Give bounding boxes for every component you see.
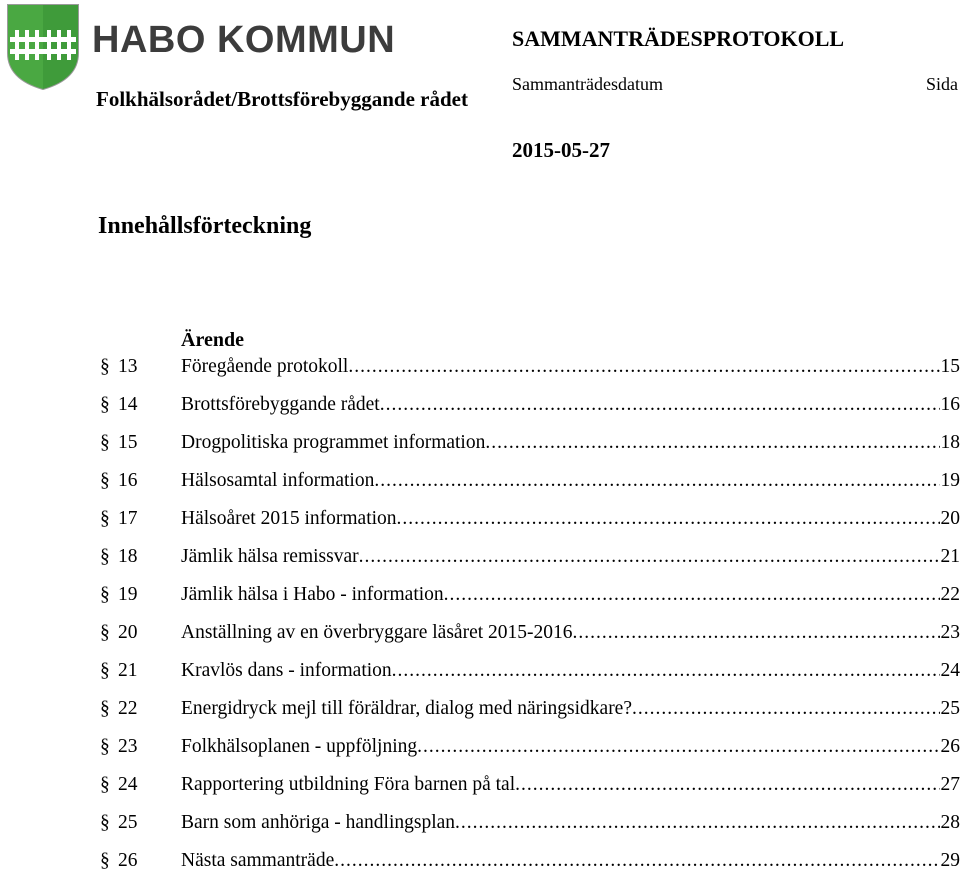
toc-entry-page: 20 (940, 508, 960, 530)
section-symbol: § (100, 660, 114, 682)
toc-entry-title: Föregående protokoll (181, 356, 348, 378)
section-symbol: § (100, 736, 114, 758)
section-symbol: § (100, 470, 114, 492)
toc-column-heading: Ärende (181, 329, 244, 352)
toc-entry-number: 23 (114, 736, 181, 758)
toc-heading: Innehållsförteckning (98, 213, 311, 240)
toc-entry[interactable] (100, 470, 960, 508)
toc-entry-number: 17 (114, 508, 181, 530)
meeting-date-label: Sammanträdesdatum (512, 74, 663, 95)
toc-entry-page: 24 (940, 660, 960, 682)
section-symbol: § (100, 698, 114, 720)
toc-entry-number: 26 (114, 850, 181, 872)
toc-entry-page: 21 (940, 546, 960, 568)
dot-leader (392, 660, 940, 682)
toc-entry-number: 21 (114, 660, 181, 682)
section-symbol: § (100, 508, 114, 530)
toc-entry-title: Hälsoåret 2015 information (181, 508, 397, 530)
toc-entry-title: Nästa sammanträde (181, 850, 334, 872)
toc-entry-page: 18 (940, 432, 960, 454)
toc-entry-title: Rapportering utbildning Föra barnen på tal (181, 774, 515, 796)
toc-entry-page: 22 (940, 584, 960, 606)
toc-entry-number: 14 (114, 394, 181, 416)
toc-entry-page: 26 (940, 736, 960, 758)
toc-entry-number: 13 (114, 356, 181, 378)
toc-list (100, 356, 960, 888)
page-label: Sida (926, 74, 958, 95)
toc-entry[interactable] (100, 698, 960, 736)
toc-entry-title: Brottsförebyggande rådet (181, 394, 380, 416)
toc-entry-title: Hälsosamtal information (181, 470, 374, 492)
section-symbol: § (100, 546, 114, 568)
section-symbol: § (100, 356, 114, 378)
toc-entry-page: 16 (940, 394, 960, 416)
dot-leader (359, 546, 940, 568)
toc-entry-number: 25 (114, 812, 181, 834)
toc-entry-number: 15 (114, 432, 181, 454)
toc-entry[interactable] (100, 356, 960, 394)
toc-entry-number: 20 (114, 622, 181, 644)
dot-leader (417, 736, 939, 758)
toc-entry[interactable] (100, 546, 960, 584)
dot-leader (444, 584, 940, 606)
dot-leader (397, 508, 940, 530)
dot-leader (485, 432, 939, 454)
toc-entry[interactable] (100, 736, 960, 774)
toc-entry-title: Jämlik hälsa i Habo - information (181, 584, 444, 606)
toc-entry-number: 18 (114, 546, 181, 568)
section-symbol: § (100, 812, 114, 834)
document-title: SAMMANTRÄDESPROTOKOLL (512, 26, 844, 52)
toc-entry[interactable] (100, 850, 960, 888)
dot-leader (380, 394, 940, 416)
toc-entry-title: Kravlös dans - information (181, 660, 392, 682)
toc-entry[interactable] (100, 584, 960, 622)
toc-entry-title: Drogpolitiska programmet information (181, 432, 485, 454)
section-symbol: § (100, 432, 114, 454)
toc-entry-number: 22 (114, 698, 181, 720)
toc-entry-page: 19 (940, 470, 960, 492)
brand-name: HABO KOMMUN (92, 18, 395, 62)
toc-entry-page: 23 (940, 622, 960, 644)
section-symbol: § (100, 622, 114, 644)
toc-entry-number: 19 (114, 584, 181, 606)
dot-leader (632, 698, 940, 720)
toc-entry[interactable] (100, 660, 960, 698)
toc-entry[interactable] (100, 812, 960, 850)
dot-leader (348, 356, 939, 378)
toc-entry-page: 27 (940, 774, 960, 796)
meeting-date: 2015-05-27 (512, 138, 610, 163)
dot-leader (573, 622, 940, 644)
toc-entry-title: Folkhälsoplanen - uppföljning (181, 736, 417, 758)
toc-entry-page: 15 (940, 356, 960, 378)
section-symbol: § (100, 850, 114, 872)
committee-name: Folkhälsorådet/Brottsförebyggande rådet (96, 86, 476, 112)
toc-entry-number: 16 (114, 470, 181, 492)
toc-entry[interactable] (100, 394, 960, 432)
toc-entry[interactable] (100, 508, 960, 546)
section-symbol: § (100, 774, 114, 796)
dot-leader (515, 774, 939, 796)
dot-leader (455, 812, 939, 834)
toc-entry-page: 25 (940, 698, 960, 720)
toc-entry-number: 24 (114, 774, 181, 796)
toc-entry-title: Barn som anhöriga - handlingsplan (181, 812, 455, 834)
habo-kommun-crest-logo (6, 3, 80, 91)
dot-leader (334, 850, 939, 872)
toc-entry[interactable] (100, 774, 960, 812)
section-symbol: § (100, 394, 114, 416)
toc-entry-title: Anställning av en överbryggare läsåret 2015-2016 (181, 622, 573, 644)
toc-entry[interactable] (100, 622, 960, 660)
toc-entry-page: 29 (940, 850, 960, 872)
toc-entry[interactable] (100, 432, 960, 470)
dot-leader (374, 470, 939, 492)
toc-entry-title: Jämlik hälsa remissvar (181, 546, 359, 568)
toc-entry-title: Energidryck mejl till föräldrar, dialog med näringsidkare? (181, 698, 632, 720)
section-symbol: § (100, 584, 114, 606)
toc-entry-page: 28 (940, 812, 960, 834)
